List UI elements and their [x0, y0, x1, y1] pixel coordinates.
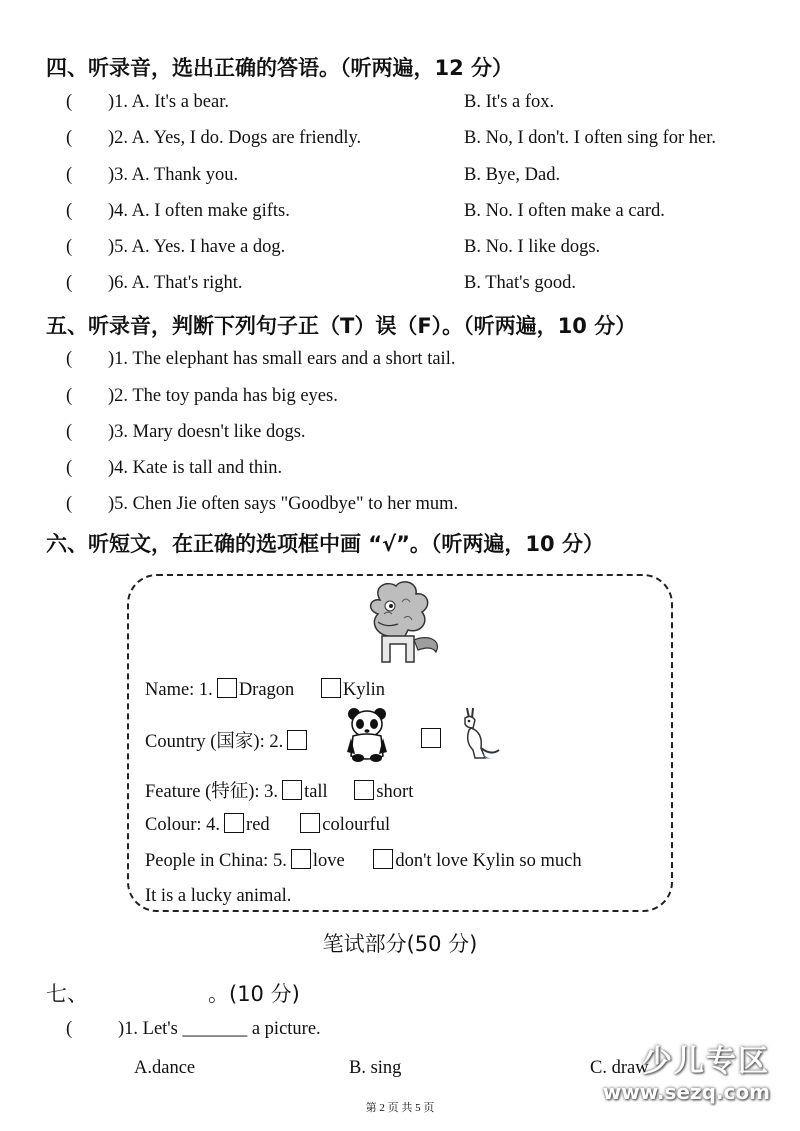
- section-7-suffix: 。(10 分): [208, 982, 300, 1006]
- answer-paren: (: [66, 237, 73, 257]
- colour-row: [145, 813, 390, 836]
- checkbox-colourful[interactable]: [300, 813, 320, 833]
- checkbox-kangaroo[interactable]: [421, 728, 441, 748]
- option-love: love: [312, 851, 345, 871]
- name-label: Name: 1.: [145, 680, 213, 700]
- option-a-text: )5. A. Yes. I have a dog.: [108, 237, 286, 257]
- section-6-title: 六、听短文，在正确的选项框中画 “√”。（听两遍，10 分）: [46, 532, 604, 556]
- panda-icon: [345, 706, 389, 762]
- page-footer: 第 2 页 共 5 页: [365, 1102, 435, 1114]
- checkbox-panda[interactable]: [287, 730, 307, 750]
- answer-paren: (: [66, 273, 73, 293]
- option-dragon: Dragon: [238, 680, 295, 700]
- people-row: [145, 849, 582, 872]
- option-a-text: )4. A. I often make gifts.: [108, 201, 290, 221]
- option-b-text: B. That's good.: [464, 273, 576, 293]
- answer-paren: (: [66, 128, 73, 148]
- option-b-text: B. No. I like dogs.: [464, 237, 601, 257]
- people-label: People in China: 5.: [145, 851, 287, 871]
- checkbox-short[interactable]: [354, 780, 374, 800]
- checkbox-red[interactable]: [224, 813, 244, 833]
- option-kylin: Kylin: [342, 680, 386, 700]
- country-label: Country (国家): 2.: [145, 732, 284, 752]
- section-7-title: [46, 978, 300, 1008]
- statement-text: )2. The toy panda has big eyes.: [108, 386, 338, 406]
- answer-paren: (: [66, 349, 73, 369]
- section-5-title: 五、听录音，判断下列句子正（T）误（F）。（听两遍，10 分）: [46, 314, 637, 338]
- option-a-text: )1. A. It's a bear.: [108, 92, 229, 112]
- option-b: B. sing: [349, 1058, 402, 1078]
- feature-row: [145, 777, 413, 803]
- answer-paren: (: [66, 201, 73, 221]
- checkbox-love[interactable]: [291, 849, 311, 869]
- answer-paren: (: [66, 494, 73, 514]
- kylin-illustration: [358, 578, 444, 670]
- option-c: C. draw: [590, 1058, 649, 1078]
- option-b-text: B. No, I don't. I often sing for her.: [464, 128, 717, 148]
- country-row: [145, 727, 309, 753]
- checkbox-dont-love[interactable]: [373, 849, 393, 869]
- checkbox-dragon[interactable]: [217, 678, 237, 698]
- feature-label: Feature (特征): 3.: [145, 782, 279, 802]
- option-colourful: colourful: [322, 815, 391, 835]
- answer-paren: (: [66, 1019, 73, 1039]
- section-7-prefix: 七、: [46, 982, 88, 1006]
- name-row: [145, 678, 385, 701]
- answer-paren: (: [66, 458, 73, 478]
- question-7-1-text: )1. Let's _______ a picture.: [118, 1019, 321, 1039]
- option-a-text: )2. A. Yes, I do. Dogs are friendly.: [108, 128, 362, 148]
- answer-paren: (: [66, 165, 73, 185]
- statement-text: )5. Chen Jie often says "Goodbye" to her mum.: [108, 494, 459, 514]
- watermark-cn: 少儿专区: [642, 1044, 770, 1079]
- option-a-text: )6. A. That's right.: [108, 273, 243, 293]
- option-a-text: )3. A. Thank you.: [108, 165, 239, 185]
- option-short: short: [376, 782, 414, 802]
- answer-paren: (: [66, 386, 73, 406]
- option-b-text: B. No. I often make a card.: [464, 201, 665, 221]
- option-tall: tall: [304, 782, 328, 802]
- answer-paren: (: [66, 92, 73, 112]
- kangaroo-icon: [455, 706, 501, 764]
- checkbox-kylin[interactable]: [321, 678, 341, 698]
- option-b-text: B. It's a fox.: [464, 92, 555, 112]
- section-4-title: 四、听录音，选出正确的答语。（听两遍，12 分）: [46, 56, 514, 80]
- statement-text: )4. Kate is tall and thin.: [108, 458, 283, 478]
- option-a: A.dance: [134, 1058, 196, 1078]
- watermark-logo: [603, 1036, 770, 1104]
- statement-text: )1. The elephant has small ears and a short tail.: [108, 349, 456, 369]
- option-b-text: B. Bye, Dad.: [464, 165, 561, 185]
- lucky-sentence: It is a lucky animal.: [145, 886, 292, 906]
- colour-label: Colour: 4.: [145, 815, 221, 835]
- option-red: red: [246, 815, 270, 835]
- statement-text: )3. Mary doesn't like dogs.: [108, 422, 306, 442]
- answer-paren: (: [66, 422, 73, 442]
- checkbox-tall[interactable]: [282, 780, 302, 800]
- watermark-url: www.sezq.com: [602, 1080, 770, 1104]
- option-dont-love: don't love Kylin so much: [395, 851, 582, 871]
- written-part-title: 笔试部分(50 分): [322, 932, 478, 956]
